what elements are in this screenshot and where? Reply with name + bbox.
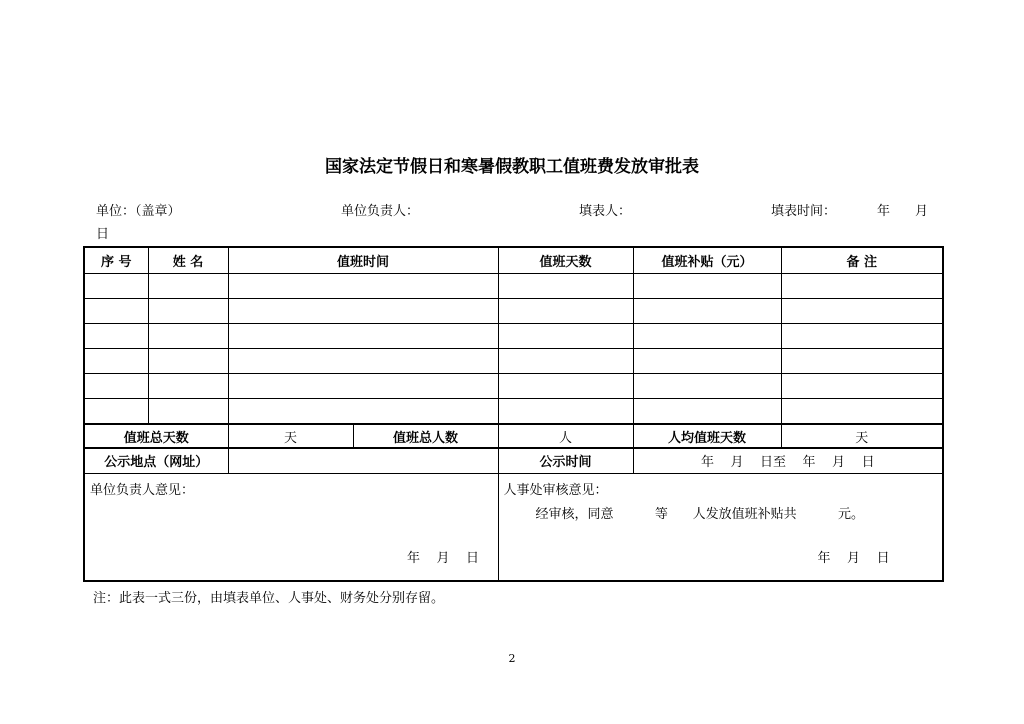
- unit-seal-label: 单位：（盖章）: [96, 204, 181, 219]
- col-header-seq: 序 号: [84, 247, 148, 273]
- col-header-remarks: 备 注: [781, 247, 943, 273]
- avg-days-label: 人均值班天数: [633, 424, 781, 448]
- col-header-duty-time: 值班时间: [228, 247, 498, 273]
- footnote: 注：此表一式三份，由填表单位、人事处、财务处分别存留。: [93, 591, 445, 606]
- publicity-date-range[interactable]: 年 月 日至 年 月 日: [633, 448, 943, 473]
- total-days-label: 值班总天数: [84, 424, 228, 448]
- table-row: [84, 298, 943, 323]
- publicity-row: [84, 448, 943, 473]
- seq-cell[interactable]: [84, 298, 148, 323]
- hr-opinion-cell[interactable]: [498, 473, 943, 581]
- seq-cell[interactable]: [84, 349, 148, 374]
- name-cell[interactable]: [148, 374, 228, 399]
- table-row: [84, 349, 943, 374]
- fill-day-label: 日: [96, 227, 110, 242]
- duty-time-cell[interactable]: [228, 349, 498, 374]
- duty-days-cell[interactable]: [498, 273, 633, 298]
- table-row: [84, 323, 943, 348]
- allowance-cell[interactable]: [633, 399, 781, 424]
- hr-opinion-title: 人事处审核意见：: [503, 482, 608, 498]
- remarks-cell[interactable]: [781, 298, 943, 323]
- avg-days-unit[interactable]: 天: [781, 424, 943, 448]
- remarks-cell[interactable]: [781, 349, 943, 374]
- duty-days-cell[interactable]: [498, 374, 633, 399]
- name-cell[interactable]: [148, 349, 228, 374]
- remarks-cell[interactable]: [781, 323, 943, 348]
- hr-opinion-body: 经审核，同意 等 人发放值班补贴共 元。: [535, 506, 864, 522]
- table-row: [84, 374, 943, 399]
- page-number: 2: [508, 652, 516, 665]
- opinion-row: [84, 473, 943, 581]
- remarks-cell[interactable]: [781, 273, 943, 298]
- duty-days-cell[interactable]: [498, 349, 633, 374]
- unit-head-opinion-date: 年 月 日: [407, 551, 480, 566]
- total-days-unit[interactable]: 天: [228, 424, 353, 448]
- unit-head-opinion-cell[interactable]: [84, 473, 498, 581]
- publicity-place-field[interactable]: [228, 448, 498, 473]
- table-row: [84, 273, 943, 298]
- duty-time-cell[interactable]: [228, 298, 498, 323]
- unit-head-opinion-title: 单位负责人意见：: [90, 482, 195, 498]
- duty-time-cell[interactable]: [228, 273, 498, 298]
- name-cell[interactable]: [148, 399, 228, 424]
- name-cell[interactable]: [148, 323, 228, 348]
- col-header-duty-days: 值班天数: [498, 247, 633, 273]
- seq-cell[interactable]: [84, 374, 148, 399]
- unit-head-label: 单位负责人：: [341, 204, 420, 219]
- total-people-label: 值班总人数: [353, 424, 498, 448]
- duty-days-cell[interactable]: [498, 323, 633, 348]
- allowance-cell[interactable]: [633, 374, 781, 399]
- publicity-time-label: 公示时间: [498, 448, 633, 473]
- fill-year-label: 年: [877, 204, 891, 219]
- remarks-cell[interactable]: [781, 399, 943, 424]
- hr-opinion-date: 年 月 日: [817, 551, 890, 566]
- name-cell[interactable]: [148, 298, 228, 323]
- duty-days-cell[interactable]: [498, 399, 633, 424]
- duty-time-cell[interactable]: [228, 323, 498, 348]
- header-row: [84, 247, 943, 273]
- duty-time-cell[interactable]: [228, 374, 498, 399]
- total-people-unit[interactable]: 人: [498, 424, 633, 448]
- col-header-allowance: 值班补贴（元）: [633, 247, 781, 273]
- seq-cell[interactable]: [84, 273, 148, 298]
- allowance-cell[interactable]: [633, 323, 781, 348]
- name-cell[interactable]: [148, 273, 228, 298]
- remarks-cell[interactable]: [781, 374, 943, 399]
- approval-table: [83, 246, 944, 582]
- document-title: 国家法定节假日和寒暑假教职工值班费发放审批表: [325, 157, 699, 177]
- duty-time-cell[interactable]: [228, 399, 498, 424]
- duty-days-cell[interactable]: [498, 298, 633, 323]
- table-row: [84, 399, 943, 424]
- summary-row: [84, 424, 943, 448]
- publicity-place-label: 公示地点（网址）: [84, 448, 228, 473]
- col-header-name: 姓 名: [148, 247, 228, 273]
- filler-label: 填表人：: [579, 204, 632, 219]
- allowance-cell[interactable]: [633, 298, 781, 323]
- seq-cell[interactable]: [84, 399, 148, 424]
- allowance-cell[interactable]: [633, 273, 781, 298]
- fill-month-label: 月: [915, 204, 929, 219]
- seq-cell[interactable]: [84, 323, 148, 348]
- fill-time-label: 填表时间：: [771, 204, 837, 219]
- allowance-cell[interactable]: [633, 349, 781, 374]
